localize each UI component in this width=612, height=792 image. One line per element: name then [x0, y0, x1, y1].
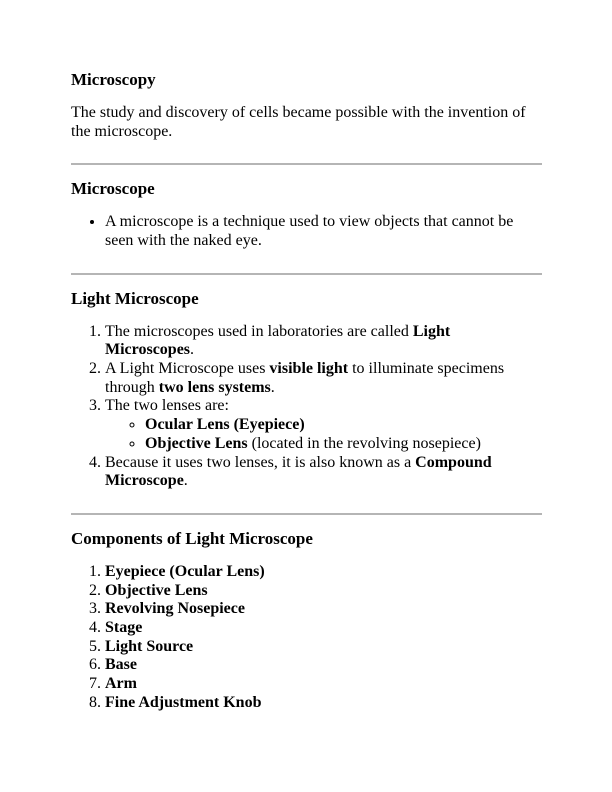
list-item: 3. The two lenses are: ◦ Ocular Lens (Eyepiece) ◦ Objective Lens (located in the revolving nosepiece)	[105, 397, 542, 453]
list-item: 1. Eyepiece (Ocular Lens)	[105, 563, 542, 582]
sub-list-item: ◦ Objective Lens (located in the revolving nosepiece)	[145, 435, 542, 454]
sub-bullet-list	[105, 416, 542, 453]
list-item: 6. Base	[105, 656, 542, 675]
list-item: 2. A Light Microscope uses visible light to illuminate specimens through two lens systems.	[105, 360, 542, 397]
list-item: 2. Objective Lens	[105, 582, 542, 601]
section-heading-microscope: Microscope	[71, 179, 155, 199]
section-microscopy	[71, 70, 542, 141]
section-microscope	[71, 179, 542, 250]
section-light-microscope	[71, 289, 542, 491]
list-item: 5. Light Source	[105, 638, 542, 657]
microscope-definition-list	[71, 213, 542, 250]
section-heading-light-microscope: Light Microscope	[71, 288, 199, 308]
list-item: 3. Revolving Nosepiece	[105, 600, 542, 619]
light-microscope-facts-list	[71, 323, 542, 491]
section-heading-components: Components of Light Microscope	[71, 528, 313, 548]
list-item: • A microscope is a technique used to view objects that cannot be seen with the naked eye.	[105, 213, 542, 250]
list-item: 4. Stage	[105, 619, 542, 638]
section-divider	[71, 273, 542, 275]
list-item: 1. The microscopes used in laboratories are called Light Microscopes.	[105, 323, 542, 360]
section-heading-microscopy: Microscopy	[71, 70, 156, 89]
sub-list-item: ◦ Ocular Lens (Eyepiece)	[145, 416, 542, 435]
list-item: 8. Fine Adjustment Knob	[105, 694, 542, 713]
section-divider	[71, 163, 542, 165]
list-item: 4. Because it uses two lenses, it is also known as a Compound Microscope.	[105, 454, 542, 491]
list-item: 7. Arm	[105, 675, 542, 694]
components-list	[71, 563, 542, 713]
section-divider	[71, 513, 542, 515]
section-components	[71, 529, 542, 713]
intro-paragraph: The study and discovery of cells became possible with the invention of the microscope.	[71, 103, 526, 140]
